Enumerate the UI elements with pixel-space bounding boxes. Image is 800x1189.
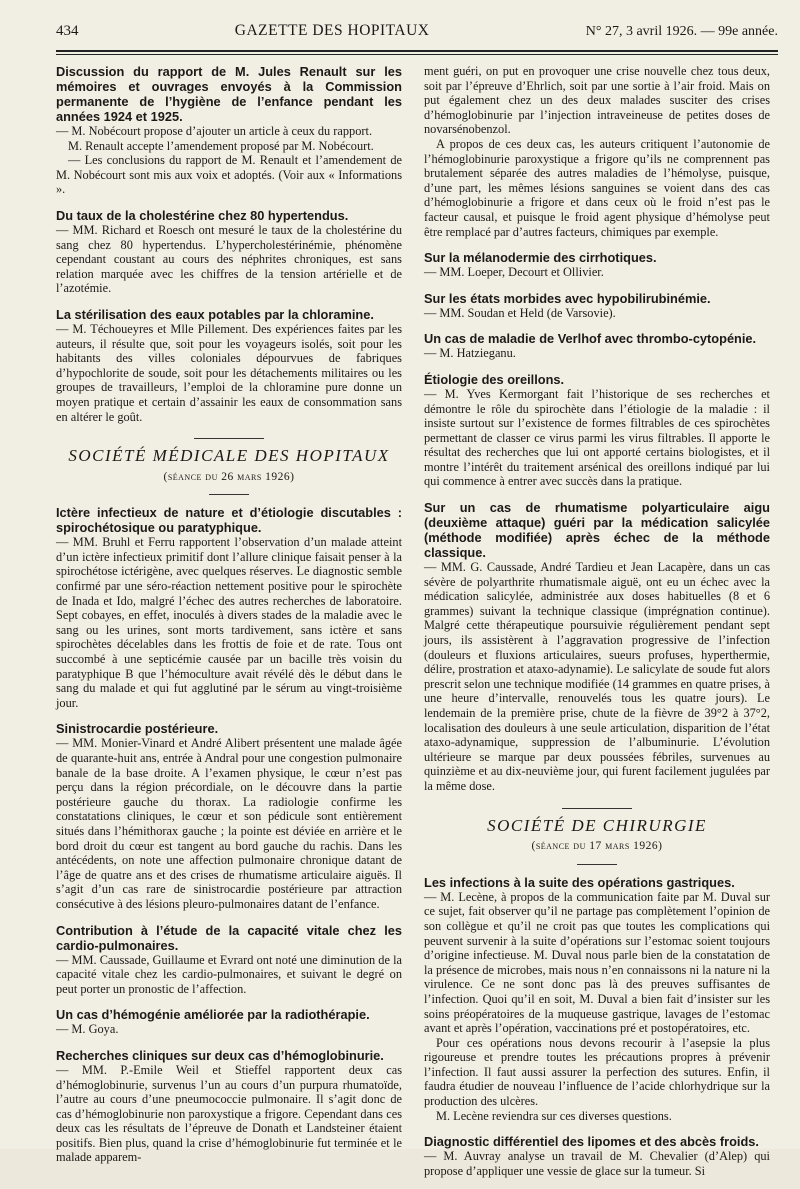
entry-text: — M. Nobécourt propose d’ajouter un article à ceux du rapport. <box>56 124 373 138</box>
entry-cholesterine <box>56 208 402 296</box>
page-number: 434 <box>56 23 79 39</box>
section-title: SOCIÉTÉ MÉDICALE DES HOPITAUX <box>68 446 390 466</box>
entry-renault-report <box>56 64 402 197</box>
entry-heading: Diagnostic différentiel des lipomes et des abcès froids. <box>424 1134 759 1150</box>
entry-heading: Un cas d’hémogénie améliorée par la radiothérapie. <box>56 1007 370 1023</box>
issue-line: N° 27, 3 avril 1926. — 99e année. <box>585 24 778 39</box>
entry-heading: Les infections à la suite des opérations gastriques. <box>424 874 735 890</box>
entry-text: — M. Lecène, à propos de la communication faite par M. Duval sur ce sujet, fait observer qu’il ne partage pas complètement l’opinion de son collègue et qu’il ne croit pas que toutes les complications qui peuvent survenir à la suite d’opérations sur l’estomac soient toujours d’origine infectieuse. M. Duval nous parle bien de la constatation de la présence de microbes, mais nous n’en connaissons ni la nature ni la virulence. Ce ne sont donc pas là des preuves suffisantes de l’infection. Quoi qu’il en soit, M. Duval a bien fait d’insister sur les soins préopératoires de la muqueuse gastrique, lavages de l’estomac avant et après l’opération, vaccinations pré et postopératoires, etc. <box>424 889 770 1036</box>
entry-text: — M. Auvray analyse un travail de M. Chevalier (d’Alep) qui propose d’appliquer une vessie de glace sur la tumeur. Si <box>424 1149 770 1178</box>
entry-hemoglobinurie <box>56 1048 402 1165</box>
entry-text: — MM. Monier-Vinard et André Alibert présentent une malade âgée de quarante-huit ans, entrée à Andral pour une congestion pulmonaire banale de la base droite. A l’examen physique, le cœur n’est pas perçu dans la région précordiale, on le découvre dans la partie postérieure gauche du thorax. La radiologie confirme les constatations cliniques, le cœur et son pédicule sont entièrement situés dans l’hémithorax gauche ; la pointe est déviée en arrière et le bord droit du cœur est tangent au bord gauche du rachis. Dans les antécédents, on note une affection pulmonaire chronique datant de l’âge de quatre ans et des crises de rhumatisme articulaire aiguës. Il s’agit d’un cas rare de sinistrocardie postérieure par attraction consécutive à des lésions pleuro-pulmonaires datant de l’enfance. <box>56 736 402 911</box>
section-title: SOCIÉTÉ DE CHIRURGIE <box>487 815 707 835</box>
entry-text: A propos de ces deux cas, les auteurs critiquent l’autonomie de l’hémoglobinurie paroxystique a frigore qu’ils ne comprennent pas brutalement séparée des autres maladies de l’hémolyse, puisque, d’une part, les mêmes lésions sanguines se voient dans des cas d’hémoglobinurie a frigore et dans ceux où le froid n’est pas le facteur causal, et puisque le froid agent physique d’hémolyse peut être remplacé par d’autres facteurs, chimiques par exemple. <box>424 136 770 239</box>
entry-hemoglobinurie-cont <box>424 64 770 239</box>
entry-infections-gastriques <box>424 875 770 1124</box>
entry-text: — M. Téchoueyres et Mlle Pillement. Des expériences faites par les auteurs, il résulte que, soit pour les voyageurs isolés, soit pour les habitants des villes coloniales dépourvues de fabriques d’hypochlorite de soude, soit pour les détachements militaires ou les groupes de travailleurs, l’emploi de la chloramine pure donne un moyen pratique et certain d’assainir les eaux de consommation sans en altérer le goût. <box>56 321 402 424</box>
section-rule <box>562 808 632 809</box>
entry-text: — MM. Bruhl et Ferru rapportent l’observation d’un malade atteint d’un ictère infectieux primitif dont l’allure clinique faisait penser à la spirochétose ictérigène, avec quelques réserves. Le diagnostic semble confirmé par une séro-réaction nettement positive pour le spirochète de Inada et Ido, malgré l’échec des autres recherches de laboratoire. Sept cobayes, en effet, inoculés à divers stades de la maladie avec le sang ou les urines, sont morts tardivement, sans ictère et sans spirochètes décelables dans les frottis de foie et de rate. Tous ont succombé à une septicémie causée par un bacille très voisin du paratyphique B que l’hémoculture avait révélé dès le début dans le sang du malade et qui fut agglutiné par le sérum au vingt-troisième jour. <box>56 535 402 710</box>
section-date: (séance du 26 mars 1926) <box>163 470 295 483</box>
entry-text: Pour ces opérations nous devons recourir à l’asepsie la plus rigoureuse et prendre toutes les précautions propres à prévenir l’infection. Il faut aussi assurer la perfection des sutures. Enfin, il faudra étudier de nouveau l’influence de l’acide chlorhydrique sur la production des ulcères. <box>424 1035 770 1109</box>
entry-heading: Sur les états morbides avec hypobilirubinémie. <box>424 290 711 306</box>
entry-text: M. Lecène reviendra sur ces diverses questions. <box>436 1108 672 1123</box>
section-societe-medicale <box>56 438 402 495</box>
entry-heading: Recherches cliniques sur deux cas d’hémoglobinurie. <box>56 1047 384 1063</box>
entry-text: — M. Goya. <box>56 1022 119 1037</box>
left-column <box>56 64 402 1176</box>
entry-text: — MM. Soudan et Held (de Varsovie). <box>424 305 616 320</box>
entry-text: — M. Yves Kermorgant fait l’historique de ses recherches et démontre le rôle du spirochète dans l’étiologie de la maladie : il insiste surtout sur l’existence de formes filtrables de ces spirochètes permettant de classer ce virus parmi les virus filtrables. Il apporte le résultat des recherches que lui ont apporté certains biologistes, et il montre l’intérêt du traitement arsénical des oreillons indiqué par lui qui commence à entrer avec succès dans la pratique. <box>424 386 770 489</box>
entry-heading: Un cas de maladie de Verlhof avec thrombo-cytopénie. <box>424 331 757 347</box>
entry-text: — M. Hatzieganu. <box>424 346 516 361</box>
entry-heading: Contribution à l’étude de la capacité vitale chez les cardio-pulmonaires. <box>56 922 402 953</box>
entry-text: — MM. G. Caussade, André Tardieu et Jean Lacapère, dans un cas sévère de polyarthrite rhumatismale aiguë, ont eu un échec avec la médication salicylée, administrée aux doses habituelles (8 et 6 grammes) suivant la technique classique (imprégnation continue). Malgré cette thérapeutique poursuivie régulièrement pendant sept jours, ils assistèrent à l’aggravation progressive de l’infection (douleurs et fluxions articulaires, sueurs profuses, hyperthermie, délire, prostration et ataxo-adynamie). Le salicylate de soude fut alors prescrit selon une technique modifiée (14 grammes en quatre prises, à une heure d’intervalle, renouvelés tous les quatre jours). Le lendemain de la première prise, chute de la fièvre de 39°2 à 37°2, localisation des douleurs à une seule articulation, disparition de l’état ataxo-adynamique, suppression de l’albuminurie. L’évolution ultérieure se marque par deux poussées fébriles, survenues au quinzième et au dix-neuvième jour, qui furent facilement jugulées par la même dose. <box>424 560 770 793</box>
section-rule <box>209 494 249 495</box>
entry-heading: Ictère infectieux de nature et d’étiologie discutables : spirochétosique ou paratyphique. <box>56 505 402 536</box>
entry-heading: Sinistrocardie postérieure. <box>56 721 219 737</box>
entry-text: ment guéri, on put en provoquer une crise nouvelle chez tous deux, soit par l’épreuve d’Ehrlich, soit par une sortie à l’air froid. Mais on put également chez un des deux malades susciter des crises d’hémoglobinurie par l’injection intraveineuse de petites doses de novarsénobenzol. <box>424 64 770 137</box>
entry-capacite-vitale <box>56 923 402 997</box>
entry-chloramine <box>56 307 402 424</box>
entry-hypobilirubinemie <box>424 291 770 321</box>
entry-text: — Les conclusions du rapport de M. Renault et l’amendement de M. Nobécourt sont mis aux voix et adoptés. (Voir aux « Informations ». <box>56 153 402 197</box>
entry-text: — MM. Caussade, Guillaume et Evrard ont noté une diminution de la capacité vitale chez les cardio-pulmonaires, et suivant le degré on peut porter un pronostic de l’affection. <box>56 952 402 996</box>
page-header <box>56 22 778 48</box>
entry-text: M. Renault accepte l’amendement proposé par M. Nobécourt. <box>68 138 374 153</box>
entry-heading: Étiologie des oreillons. <box>424 371 565 387</box>
entry-text: — MM. Loeper, Decourt et Ollivier. <box>424 265 604 280</box>
entry-heading: La stérilisation des eaux potables par la chloramine. <box>56 306 374 322</box>
entry-heading: Du taux de la cholestérine chez 80 hypertendus. <box>56 207 349 223</box>
right-column <box>424 64 770 1189</box>
entry-text: — MM. P.-Emile Weil et Stieffel rapportent deux cas d’hémoglobinurie, survenus l’un au cours d’un purpura rhumatoïde, l’autre au cours d’une pneumococcie pulmonaire. Il s’agit donc de cas d’hémoglobinurie non paroxystique a frigore. Cependant dans ces deux cas les résultats de l’épreuve de Donath et Landsteiner étaient positifs. Bien plus, quand la crise d’hémoglobinurie fut terminée et le malade apparem- <box>56 1062 402 1165</box>
journal-title: GAZETTE DES HOPITAUX <box>234 22 430 39</box>
entry-lipomes <box>424 1134 770 1178</box>
entry-melanodermie <box>424 250 770 280</box>
entry-oreillons <box>424 372 770 489</box>
entry-hemogenie <box>56 1007 402 1037</box>
entry-verlhof <box>424 331 770 361</box>
section-rule <box>577 864 617 865</box>
entry-heading: Sur un cas de rhumatisme polyarticulaire aigu (deuxième attaque) guéri par la médication salicylée (méthode modifiée) après échec de la méthode classique. <box>424 500 770 561</box>
entry-heading: Discussion du rapport de M. Jules Renault sur les mémoires et ouvrages envoyés à la Commission permanente de l’hygiène de l’enfance pendant les années 1924 et 1925. <box>56 64 402 124</box>
entry-rhumatisme <box>424 500 770 794</box>
entry-text: — MM. Richard et Roesch ont mesuré le taux de la cholestérine du sang chez 80 hypertendus. L’hypercholestérinémie, phénomène cependant coustant au cours des néphrites chroniques, est sans relation marquée avec les chiffres de la tension artérielle et de l’azotémie. <box>56 222 402 296</box>
header-rule <box>56 50 778 55</box>
section-rule <box>194 438 264 439</box>
section-societe-chirurgie <box>424 808 770 865</box>
section-date: (séance du 17 mars 1926) <box>531 840 663 853</box>
entry-ictere <box>56 505 402 710</box>
entry-heading: Sur la mélanodermie des cirrhotiques. <box>424 250 657 266</box>
entry-sinistrocardie <box>56 721 402 911</box>
